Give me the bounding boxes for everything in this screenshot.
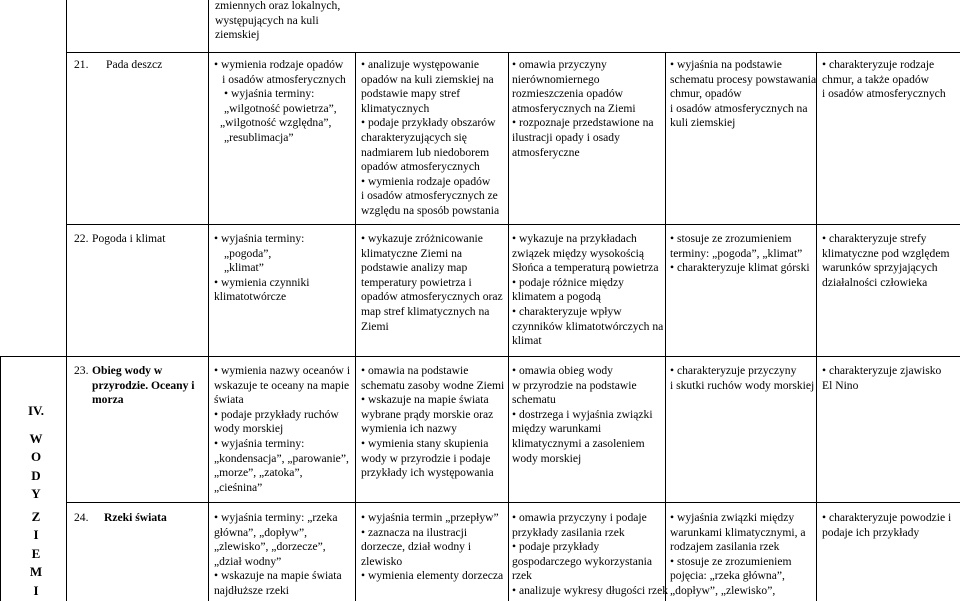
criteria-line: w przyrodzie na podstawie (512, 378, 637, 392)
criteria-line: „resublimacja” (224, 130, 294, 144)
criteria-line: rodzajem zasilania rzek (670, 540, 780, 554)
criteria-line: gospodarczego wykorzystania (512, 554, 653, 568)
criteria-line: atmosferycznych na Ziemi (512, 101, 636, 115)
criteria-line: i osadów atmosferycznych na (670, 101, 808, 115)
criteria-line: • wskazuje na mapie świata (361, 393, 489, 407)
criteria-line: ilustracji opady i osady (512, 130, 620, 144)
criteria-line: wody morskiej (214, 422, 284, 436)
criteria-line: • podaje przykłady (512, 540, 600, 554)
section-letter: Y (31, 486, 41, 502)
row-23-col-2 (361, 364, 504, 481)
row-number: 24. (74, 511, 89, 524)
criteria-line: przykłady ich występowania (361, 466, 494, 480)
criteria-line: • wymienia rodzaje opadów (214, 58, 344, 71)
row-21-col-4 (670, 58, 816, 131)
criteria-line: i osadów atmosferycznych (222, 72, 346, 86)
criteria-line: warunków sprzyjających (822, 261, 938, 275)
criteria-line: działalności człowieka (822, 275, 928, 289)
criteria-line: • wyjaśnia terminy: (214, 436, 305, 450)
row-topic-line: Pogoda i klimat (92, 232, 166, 245)
criteria-line: • omawia na podstawie (361, 364, 469, 377)
row-21-col-1 (214, 58, 354, 146)
criteria-line: wody w przyrodzie i podaje (361, 451, 491, 465)
criteria-line: wymienia ich nazwy (361, 422, 457, 436)
row-number: 21. (74, 58, 89, 71)
criteria-line: klimatycznymi a zasoleniem (512, 436, 645, 450)
row-23-col-3 (512, 364, 653, 466)
criteria-line: El Nino (822, 378, 859, 392)
criteria-line: • charakteryzuje przyczyny (670, 364, 797, 377)
criteria-line: najdłuższe rzeki (214, 583, 289, 597)
row-topic (104, 511, 167, 526)
criteria-line: klimatem a pogodą (512, 290, 601, 304)
section-letters-ziemi (26, 508, 46, 600)
row-24-col-3 (512, 511, 668, 599)
criteria-line: Ziemi (361, 319, 389, 333)
row-topic-line: morza (92, 393, 124, 407)
criteria-line: • charakteryzuje zjawisko (822, 364, 942, 377)
criteria-line: i skutki ruchów wody morskiej (670, 378, 815, 392)
criteria-line: klimat (512, 334, 542, 348)
criteria-line: • wyjaśnia termin „przepływ” (361, 511, 499, 524)
criteria-line: „dopływ”, „zlewisko”, (670, 583, 776, 597)
criteria-line: terminy: „pogoda”, „klimat” (670, 246, 803, 260)
criteria-line: • podaje przykłady obszarów (361, 116, 496, 130)
row-21-col-5 (822, 58, 946, 102)
criteria-line: • wymienia nazwy oceanów i (214, 364, 351, 377)
criteria-line: kuli ziemskiej (670, 116, 736, 130)
top-fragment (215, 0, 340, 43)
criteria-line: wody morskiej (512, 451, 582, 465)
criteria-line: przykłady zasilania rzek (512, 525, 625, 539)
row-21-col-3 (512, 58, 654, 160)
criteria-line: • analizuje wykresy długości rzek (512, 583, 669, 597)
criteria-line: • rozpoznaje przedstawione na (512, 116, 654, 130)
section-letter: M (29, 564, 43, 580)
rule-col-topic (208, 0, 209, 601)
criteria-line: klimatyczne Ziemi na (361, 246, 463, 260)
criteria-line: schematu (512, 393, 556, 407)
criteria-line: schematu procesy powstawania (670, 72, 817, 86)
criteria-line: wybrane prądy morskie oraz (361, 407, 494, 421)
criteria-line: • wymienia czynniki (214, 275, 310, 289)
criteria-line: względu na sposób powstania (361, 203, 500, 217)
criteria-line: podaje ich przykłady (822, 525, 920, 539)
criteria-line: • stosuje ze zrozumieniem (670, 554, 792, 568)
top-fragment-line: zmiennych oraz lokalnych, (215, 0, 341, 12)
criteria-line: • analizuje występowanie (361, 58, 480, 71)
criteria-line: • wymienia elementy dorzecza (361, 569, 504, 583)
criteria-line: klimatyczne pod względem (822, 246, 950, 260)
section-letter: I (33, 582, 39, 598)
criteria-line: • wyjaśnia terminy: „rzeka (214, 511, 338, 524)
criteria-line: temperatury powietrza i (361, 275, 472, 289)
rule-col-1 (355, 52, 356, 601)
rule-row-22 (66, 224, 960, 225)
row-23-col-4 (670, 364, 814, 393)
criteria-line: • stosuje ze zrozumieniem (670, 232, 792, 245)
criteria-line: • podaje przykłady ruchów (214, 407, 339, 421)
criteria-line: rzek (512, 569, 532, 583)
criteria-line: • charakteryzuje rodzaje (822, 58, 935, 71)
rule-row-21 (66, 52, 960, 53)
row-topic-line: Obieg wody w (92, 364, 163, 377)
rule-col-number (66, 0, 67, 601)
criteria-line: • wskazuje na mapie świata (214, 569, 342, 583)
criteria-line: „wilgotność powietrza”, (224, 101, 337, 115)
section-letter: E (31, 545, 41, 561)
criteria-line: • wymienia stany skupienia (361, 436, 489, 450)
criteria-line: • charakteryzuje klimat górski (670, 261, 810, 275)
criteria-line: • wyjaśnia terminy: (214, 232, 305, 245)
rule-col-2 (508, 52, 509, 601)
criteria-line: czynników klimatotwórczych na (512, 319, 664, 333)
criteria-line: „zlewisko”, „dorzecze”, (214, 540, 326, 554)
criteria-line: podstawie analizy map (361, 261, 468, 275)
criteria-line: warunkami klimatycznymi, a (670, 525, 806, 539)
criteria-line: • wykazuje na przykładach (512, 232, 637, 245)
criteria-line: wskazuje te oceany na mapie (214, 378, 350, 392)
criteria-line: • charakteryzuje wpływ (512, 304, 622, 318)
section-letter: I (33, 527, 39, 543)
criteria-line: opadów na kuli ziemskiej na (361, 72, 494, 86)
criteria-line: schematu zasoby wodne Ziemi (361, 378, 505, 392)
criteria-line: • charakteryzuje strefy (822, 232, 927, 245)
row-22-col-1 (214, 232, 310, 305)
criteria-line: rozmieszczenia opadów (512, 87, 624, 101)
criteria-line: „dział wodny” (214, 554, 282, 568)
criteria-line: „klimat” (224, 261, 264, 275)
criteria-line: nadmiarem lub niedoborem (361, 145, 490, 159)
criteria-line: • zaznacza na ilustracji (361, 525, 468, 539)
criteria-line: między warunkami (512, 422, 602, 436)
row-topic (92, 364, 195, 408)
row-22-col-2 (361, 232, 503, 334)
section-letters-wody (26, 430, 46, 504)
criteria-line: • dostrzega i wyjaśnia związki (512, 407, 653, 421)
criteria-line: chmur, opadów (670, 87, 742, 101)
criteria-line: • charakteryzuje powodzie i (822, 511, 952, 524)
rule-section-left (0, 356, 1, 601)
criteria-line: „morze”, „zatoka”, (214, 466, 303, 480)
criteria-line: główna”, „dopływ”, (214, 525, 308, 539)
row-23-col-5 (822, 364, 941, 393)
row-22-col-3 (512, 232, 663, 349)
row-topic-line: Pada deszcz (106, 58, 163, 71)
criteria-line: „wilgotność względna”, (220, 116, 332, 130)
criteria-line: • wymienia rodzaje opadów (361, 174, 491, 188)
row-24-col-5 (822, 511, 951, 540)
row-22-col-5 (822, 232, 950, 290)
criteria-line: charakteryzujących się (361, 130, 467, 144)
rule-col-4 (816, 52, 817, 601)
criteria-line: • omawia przyczyny i podaje (512, 511, 647, 524)
criteria-line: • omawia przyczyny (512, 58, 607, 71)
criteria-line: • podaje różnice między (512, 275, 624, 289)
top-fragment-line: ziemskiej (215, 28, 260, 42)
criteria-line: „cieśnina” (214, 480, 263, 494)
section-label: IV. (27, 403, 45, 418)
criteria-line: podstawie mapy stref (361, 87, 461, 101)
criteria-line: dorzecze, dział wodny i (361, 540, 472, 554)
row-topic-line: przyrodzie. Oceany i (92, 378, 195, 392)
criteria-line: nierównomiernego (512, 72, 600, 86)
criteria-line: związek między wysokością (512, 246, 644, 260)
criteria-line: opadów atmosferycznych (361, 160, 480, 174)
section-letter: W (29, 431, 43, 446)
criteria-line: „kondensacja”, „parowanie”, (214, 451, 349, 465)
criteria-line: • omawia obieg wody (512, 364, 613, 377)
criteria-line: „pogoda”, (224, 246, 272, 260)
criteria-line: i osadów atmosferycznych ze (361, 189, 498, 203)
row-topic-line: Rzeki świata (104, 511, 167, 524)
section-letter: D (31, 467, 41, 483)
criteria-line: • wyjaśnia związki między (670, 511, 795, 524)
criteria-line: klimatycznych (361, 101, 430, 115)
criteria-line: • wykazuje zróżnicowanie (361, 232, 483, 245)
criteria-line: • wyjaśnia na podstawie (670, 58, 782, 71)
criteria-line: świata (214, 393, 244, 407)
row-topic (106, 58, 162, 73)
section-letter: O (30, 449, 42, 465)
row-24-col-4 (670, 511, 806, 599)
criteria-line: i osadów atmosferycznych (822, 87, 946, 101)
row-21-col-2 (361, 58, 499, 219)
row-24-col-2 (361, 511, 503, 584)
criteria-line: chmur, a także opadów (822, 72, 930, 86)
row-topic (92, 232, 165, 247)
criteria-line: Słońca a temperaturą powietrza (512, 261, 659, 275)
criteria-line: pojęcia: „rzeka główna”, (670, 569, 785, 583)
top-fragment-line: występujących na kuli (215, 13, 319, 27)
criteria-line: atmosferyczne (512, 145, 580, 159)
row-23-col-1 (214, 364, 350, 495)
row-number: 23. (74, 364, 89, 377)
criteria-line: zlewisko (361, 554, 403, 568)
criteria-line: map stref klimatycznych na (361, 304, 490, 318)
section-letter: Z (31, 509, 41, 524)
row-24-col-1 (214, 511, 342, 599)
criteria-line: • wyjaśnia terminy: (224, 87, 315, 101)
rule-row-24 (66, 502, 960, 503)
row-number: 22. (74, 232, 89, 245)
criteria-line: klimatotwórcze (214, 290, 287, 304)
row-22-col-4 (670, 232, 810, 276)
criteria-line: opadów atmosferycznych oraz (361, 290, 503, 304)
